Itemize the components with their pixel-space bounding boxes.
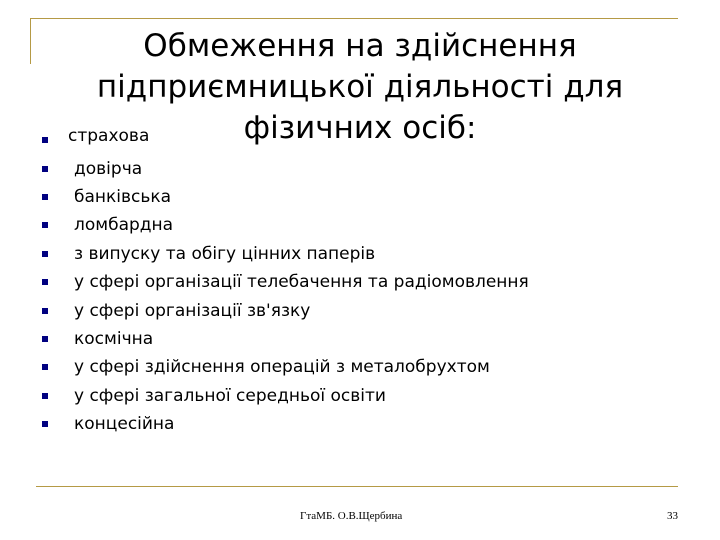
slide-title-line-1: Обмеження на здійснення	[143, 28, 577, 64]
list-item	[30, 268, 630, 296]
square-bullet-icon	[42, 364, 48, 370]
restrictions-list	[30, 126, 630, 438]
list-item	[30, 353, 630, 381]
list-item	[30, 382, 630, 410]
footer-author: ГтаМБ. О.В.Щербина	[300, 510, 403, 522]
list-item	[30, 325, 630, 353]
square-bullet-icon	[42, 222, 48, 228]
square-bullet-icon	[42, 336, 48, 342]
list-item	[30, 240, 630, 268]
list-item-text: з випуску та обігу цінних паперів	[74, 243, 376, 264]
left-rule	[30, 18, 31, 64]
list-item	[30, 154, 630, 182]
slide-title-line-2: підприємницької діяльності для	[96, 69, 624, 105]
square-bullet-icon	[42, 251, 48, 257]
list-item-text: космічна	[74, 328, 154, 349]
square-bullet-icon	[42, 308, 48, 314]
list-item	[30, 211, 630, 239]
page-number: 33	[667, 510, 678, 522]
square-bullet-icon	[42, 393, 48, 399]
list-item	[30, 296, 630, 324]
list-item-text: у сфері організації телебачення та радіомовлення	[74, 272, 529, 293]
list-item	[30, 183, 630, 211]
top-rule	[30, 18, 678, 19]
slide-title-line-3: фізичних осіб:	[243, 110, 477, 146]
list-item-text: ломбардна	[74, 215, 174, 236]
list-item-text: у сфері здійснення операцій з металобрухтом	[74, 357, 490, 378]
list-item-text: довірча	[74, 158, 143, 179]
square-bullet-icon	[42, 279, 48, 285]
list-item-text: банківська	[74, 186, 172, 207]
bottom-rule	[36, 486, 678, 487]
slide-title	[60, 26, 660, 149]
square-bullet-icon	[42, 194, 48, 200]
list-item	[30, 410, 630, 438]
square-bullet-icon	[42, 137, 48, 143]
square-bullet-icon	[42, 421, 48, 427]
list-item-text: страхова	[68, 126, 150, 147]
list-item-text: у сфері організації зв'язку	[74, 300, 311, 321]
list-item-text: у сфері загальної середньої освіти	[74, 385, 386, 406]
square-bullet-icon	[42, 166, 48, 172]
list-item-text: концесійна	[74, 414, 175, 435]
